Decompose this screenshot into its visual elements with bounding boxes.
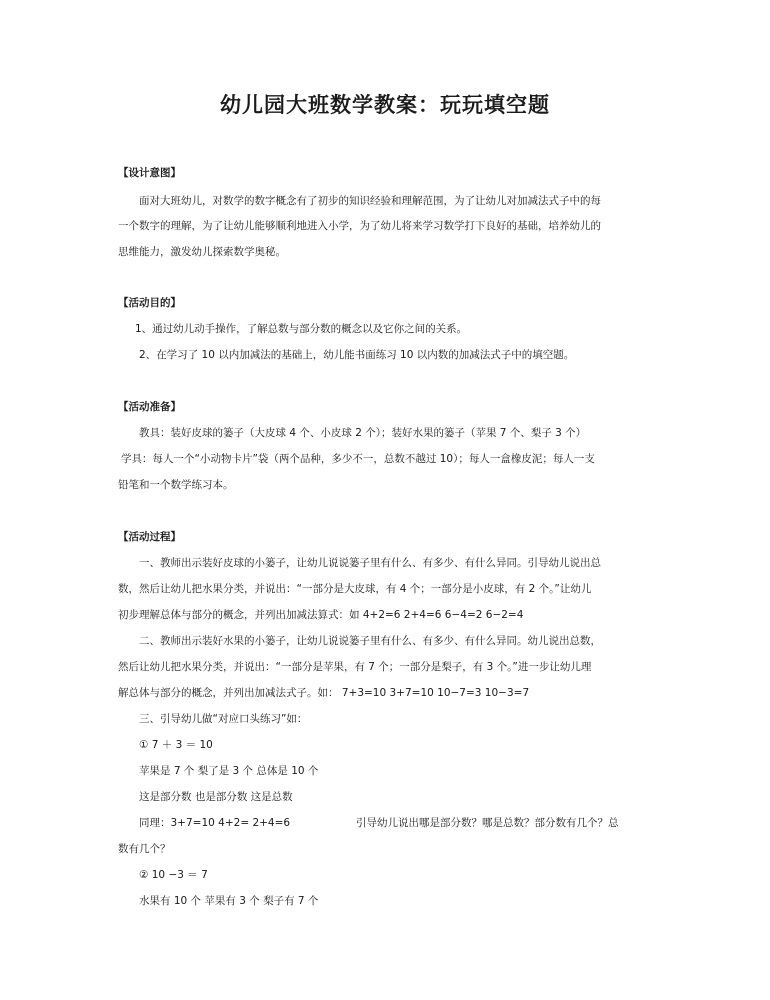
document-title: 幼儿园大班数学教案：玩玩填空题	[220, 92, 550, 117]
paragraph-line: 然后让幼儿把水果分类，并说出：“一部分是苹果，有 7 个；一部分是梨子，有 3 个。”进一步让幼儿理	[118, 661, 592, 673]
section-heading-prep: 【活动准备】	[118, 401, 181, 413]
paragraph-line: 数有几个？	[118, 843, 171, 855]
section-heading-design: 【设计意图】	[118, 167, 181, 179]
paragraph-line: 教具：装好皮球的篓子（大皮球 4 个、小皮球 2 个）；装好水果的篓子（苹果 7 个、梨子 3 个）	[139, 427, 587, 439]
paragraph-line: 三、引导幼儿做“对应口头练习”如：	[139, 713, 308, 725]
paragraph-line: 引导幼儿说出哪是部分数？哪是总数？部分数有几个？总	[356, 817, 619, 829]
paragraph-line: 学具：每人一个“小动物卡片”袋（两个品种，多少不一，总数不越过 10）；每人一盒橡皮泥；每人一支	[121, 453, 595, 465]
paragraph-line: 思维能力，激发幼儿探索数学奥秘。	[118, 246, 286, 258]
paragraph-line: 初步理解总体与部分的概念，并列出加减法算式：如 4+2=6 2+4=6 6−4=2 6−2=4	[118, 609, 524, 621]
section-heading-goals: 【活动目的】	[118, 297, 181, 309]
goal-item: 2、在学习了 10 以内加减法的基础上，幼儿能书面练习 10 以内数的加减法式子中的填空题。	[139, 349, 575, 361]
paragraph-line: 面对大班幼儿，对数学的数字概念有了初步的知识经验和理解范围，为了让幼儿对加减法式子中的每	[139, 195, 601, 207]
equation-line: ② 10 −3 ＝ 7	[139, 869, 208, 881]
paragraph-line: 这是部分数 也是部分数 这是总数	[139, 791, 293, 803]
paragraph-line: 数，然后让幼儿把水果分类，并说出：“一部分是大皮球，有 4 个；一部分是小皮球，有 2 个。”让幼儿	[118, 583, 592, 595]
goal-item: 1、通过幼儿动手操作，了解总数与部分数的概念以及它你之间的关系。	[135, 323, 468, 335]
paragraph-line: 铅笔和一个数学练习本。	[118, 479, 234, 491]
paragraph-line: 同理：3+7=10 4+2= 2+4=6	[139, 817, 291, 829]
paragraph-line: 二、教师出示装好水果的小篓子，让幼儿说说篓子里有什么、有多少、有什么异同。幼儿说出总数，	[139, 635, 601, 647]
paragraph-line: 苹果是 7 个 梨了是 3 个 总体是 10 个	[139, 765, 319, 777]
paragraph-line: 解总体与部分的概念，并列出加减法式子。如： 7+3=10 3+7=10 10−7=3 10−3=7	[118, 687, 530, 699]
paragraph-line: 一、教师出示装好皮球的小篓子，让幼儿说说篓子里有什么、有多少、有什么异同。引导幼儿说出总	[139, 557, 601, 569]
section-heading-process: 【活动过程】	[118, 531, 181, 543]
paragraph-line: 一个数字的理解，为了让幼儿能够顺利地进入小学，为了幼儿将来学习数学打下良好的基础，培养幼儿的	[118, 220, 601, 232]
equation-line: ① 7 ＋ 3 ＝ 10	[139, 739, 213, 751]
paragraph-line: 水果有 10 个 苹果有 3 个 梨子有 7 个	[139, 895, 319, 907]
